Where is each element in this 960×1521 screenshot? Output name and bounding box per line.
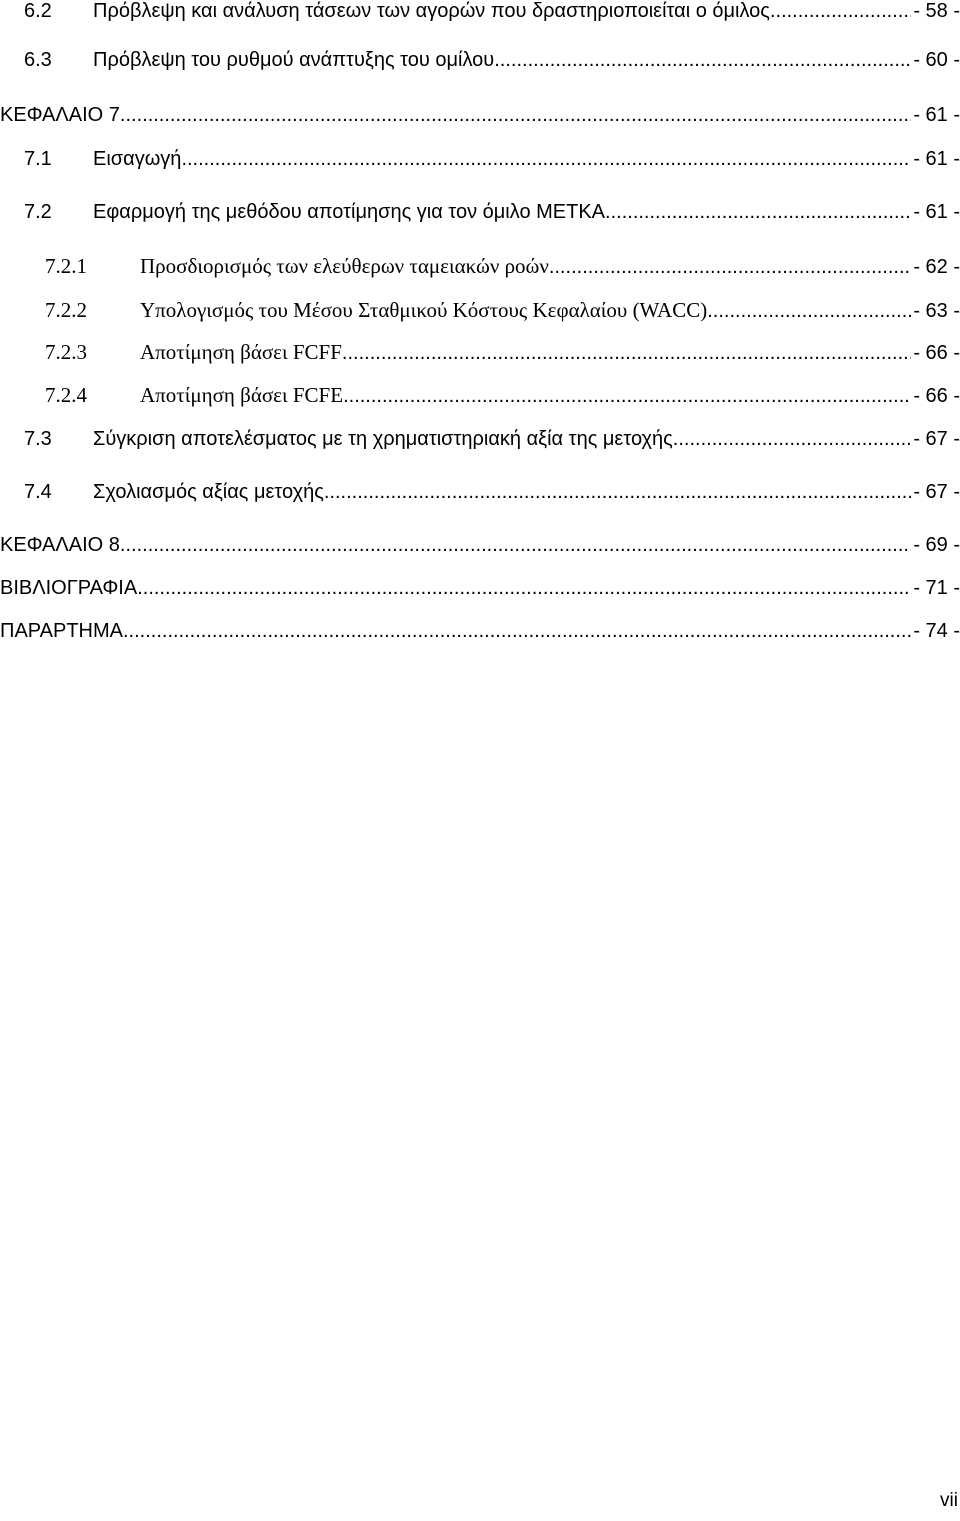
toc-leader-dots [343,385,911,408]
toc-title: Σύγκριση αποτελέσματος με τη χρηματιστηριακή αξία της μετοχής [93,428,673,450]
toc-page-number: - 71 - [913,577,960,599]
page-footer-number: vii [940,1490,958,1511]
toc-page-number: - 58 - [913,0,960,22]
toc-entry-7-2-4[interactable] [0,383,960,411]
toc-page-number: - 62 - [913,256,960,278]
toc-leader-dots [324,481,911,504]
toc-leader-dots [123,620,911,643]
toc-number: 7.2.3 [45,340,87,364]
toc-entry-7-4[interactable] [0,481,960,509]
toc-page-number: - 66 - [913,342,960,364]
toc-entry-7-2-1[interactable] [0,254,960,282]
toc-title: ΚΕΦΑΛΑΙΟ 8 [0,534,120,556]
toc-entry-7-1[interactable] [0,148,960,176]
toc-entry-chapter-8[interactable] [0,534,960,562]
toc-entry-7-2-2[interactable] [0,298,960,326]
toc-page-number: - 61 - [913,104,960,126]
toc-entry-6-2[interactable] [0,0,960,28]
toc-number: 7.2.2 [45,298,87,322]
toc-entry-7-3[interactable] [0,428,960,456]
toc-page-number: - 67 - [913,481,960,503]
toc-title: Πρόβλεψη και ανάλυση τάσεων των αγορών που δραστηριοποιείται ο όμιλος [93,0,770,22]
toc-leader-dots [181,148,911,171]
toc-number: 7.2.4 [45,383,87,407]
toc-leader-dots [549,256,911,279]
toc-entry-bibliography[interactable] [0,577,960,605]
toc-entry-7-2-3[interactable] [0,340,960,368]
toc-page-number: - 61 - [913,201,960,223]
toc-entry-chapter-7[interactable] [0,104,960,132]
toc-entry-7-2[interactable] [0,201,960,229]
toc-number: 6.2 [24,0,52,22]
toc-leader-dots [673,428,912,451]
toc-leader-dots [120,104,911,127]
toc-number: 6.3 [24,49,52,71]
toc-title: Υπολογισμός του Μέσου Σταθμικού Κόστους Κεφαλαίου (WACC) [140,298,708,322]
toc-number: 7.4 [24,481,52,503]
toc-leader-dots [707,300,911,323]
toc-page-number: - 67 - [913,428,960,450]
toc-title: Αποτίμηση βάσει FCFE [140,383,344,407]
toc-page-number: - 74 - [913,620,960,642]
toc-entry-6-3[interactable] [0,49,960,77]
toc-page-number: - 63 - [913,300,960,322]
toc-leader-dots [494,49,911,72]
toc-title: ΒΙΒΛΙΟΓΡΑΦΙΑ [0,577,138,599]
toc-title: Εισαγωγή [93,148,182,170]
toc-entry-appendix[interactable] [0,620,960,648]
toc-leader-dots [605,201,911,224]
toc-leader-dots [342,342,911,365]
toc-title: Σχολιασμός αξίας μετοχής [93,481,324,503]
toc-title: ΚΕΦΑΛΑΙΟ 7 [0,104,120,126]
toc-number: 7.2.1 [45,254,87,278]
toc-leader-dots [770,0,911,23]
toc-title: Εφαρμογή της μεθόδου αποτίμησης για τον όμιλο ΜΕΤΚΑ [93,201,606,223]
toc-page-number: - 69 - [913,534,960,556]
toc-title: Πρόβλεψη του ρυθμού ανάπτυξης του ομίλου [93,49,495,71]
toc-page-number: - 66 - [913,385,960,407]
toc-number: 7.2 [24,201,52,223]
toc-title: Προσδιορισμός των ελεύθερων ταμειακών ροών [140,254,549,278]
toc-page-number: - 61 - [913,148,960,170]
toc-leader-dots [137,577,911,600]
toc-number: 7.1 [24,148,52,170]
toc-leader-dots [120,534,911,557]
toc-title: ΠΑΡΑΡΤΗΜΑ [0,620,123,642]
toc-number: 7.3 [24,428,52,450]
toc-page-number: - 60 - [913,49,960,71]
toc-title: Αποτίμηση βάσει FCFF [140,340,342,364]
